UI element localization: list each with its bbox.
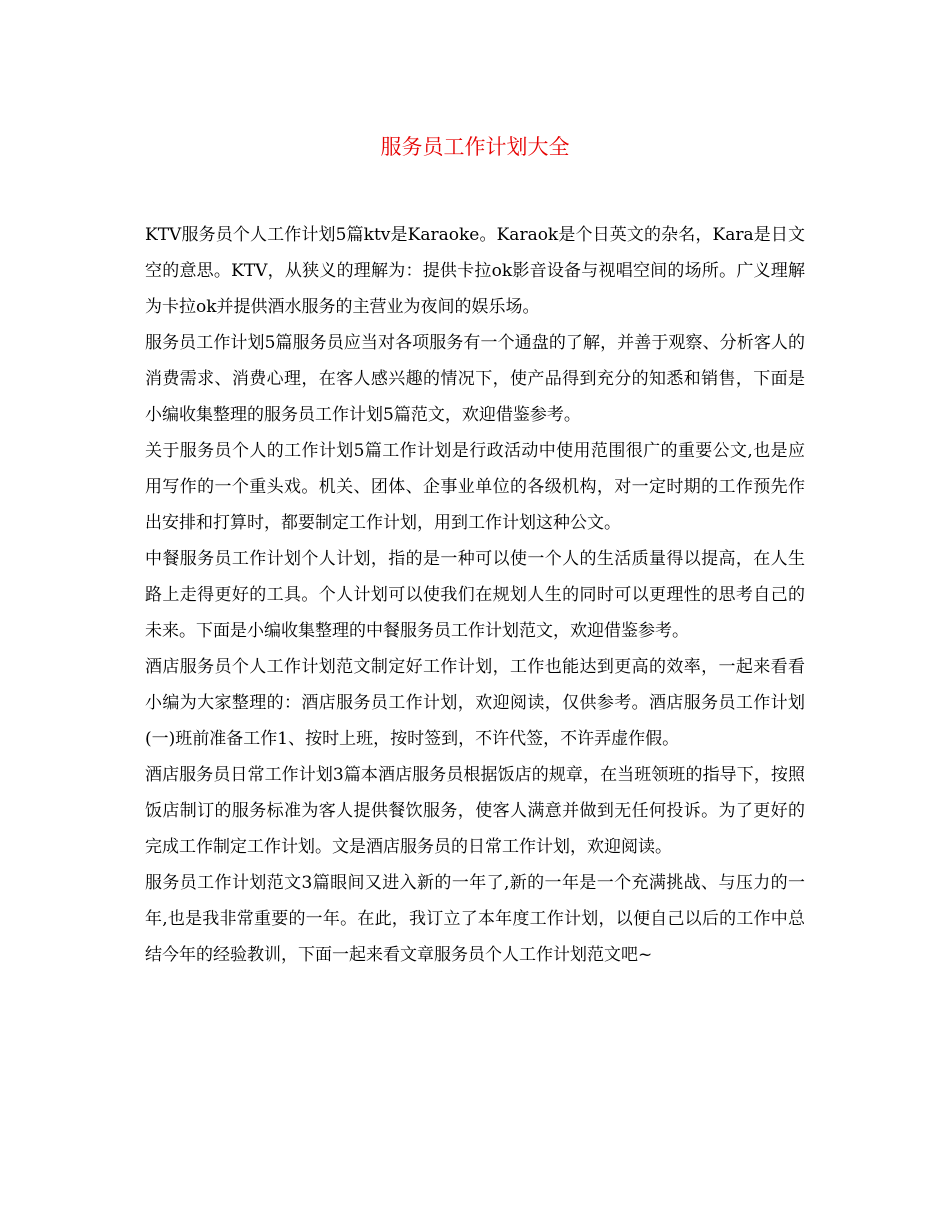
- document-body: [145, 217, 805, 973]
- document-title: 服务员工作计划大全: [380, 135, 570, 159]
- paragraph-ktv: KTV服务员个人工作计划5篇ktv是Karaoke。Karaok是个日英文的杂名，Kara是日文空的意思。KTV，从狭义的理解为：提供卡拉ok影音设备与视唱空间的场所。广义理解为卡拉ok并提供酒水服务的主营业为夜间的娱乐场。: [145, 225, 805, 317]
- paragraph-hotel-daily: 酒店服务员日常工作计划3篇本酒店服务员根据饭店的规章，在当班领班的指导下，按照饭店制订的服务标准为客人提供餐饮服务，使客人满意并做到无任何投诉。为了更好的完成工作制定工作计划。文是酒店服务员的日常工作计划，欢迎阅读。: [145, 765, 805, 857]
- paragraph-chinese-restaurant: 中餐服务员工作计划个人计划，指的是一种可以使一个人的生活质量得以提高，在人生路上走得更好的工具。个人计划可以使我们在规划人生的同时可以更理性的思考自己的未来。下面是小编收集整理的中餐服务员工作计划范文，欢迎借鉴参考。: [145, 549, 805, 641]
- paragraph-service-plan: 服务员工作计划5篇服务员应当对各项服务有一个通盘的了解，并善于观察、分析客人的消费需求、消费心理，在客人感兴趣的情况下，使产品得到充分的知悉和销售，下面是小编收集整理的服务员工作计划5篇范文，欢迎借鉴参考。: [145, 333, 805, 425]
- paragraph-hotel-personal: 酒店服务员个人工作计划范文制定好工作计划，工作也能达到更高的效率，一起来看看小编为大家整理的：酒店服务员工作计划，欢迎阅读，仅供参考。酒店服务员工作计划(一)班前准备工作1、按时上班，按时签到，不许代签，不许弄虚作假。: [145, 657, 805, 749]
- paragraph-personal-plan: 关于服务员个人的工作计划5篇工作计划是行政活动中使用范围很广的重要公文,也是应用写作的一个重头戏。机关、团体、企事业单位的各级机构，对一定时期的工作预先作出安排和打算时，都要制定工作计划，用到工作计划这种公文。: [145, 441, 805, 533]
- paragraph-new-year: 服务员工作计划范文3篇眼间又进入新的一年了,新的一年是一个充满挑战、与压力的一年,也是我非常重要的一年。在此，我订立了本年度工作计划，以便自己以后的工作中总结今年的经验教训，下面一起来看文章服务员个人工作计划范文吧~: [145, 873, 805, 965]
